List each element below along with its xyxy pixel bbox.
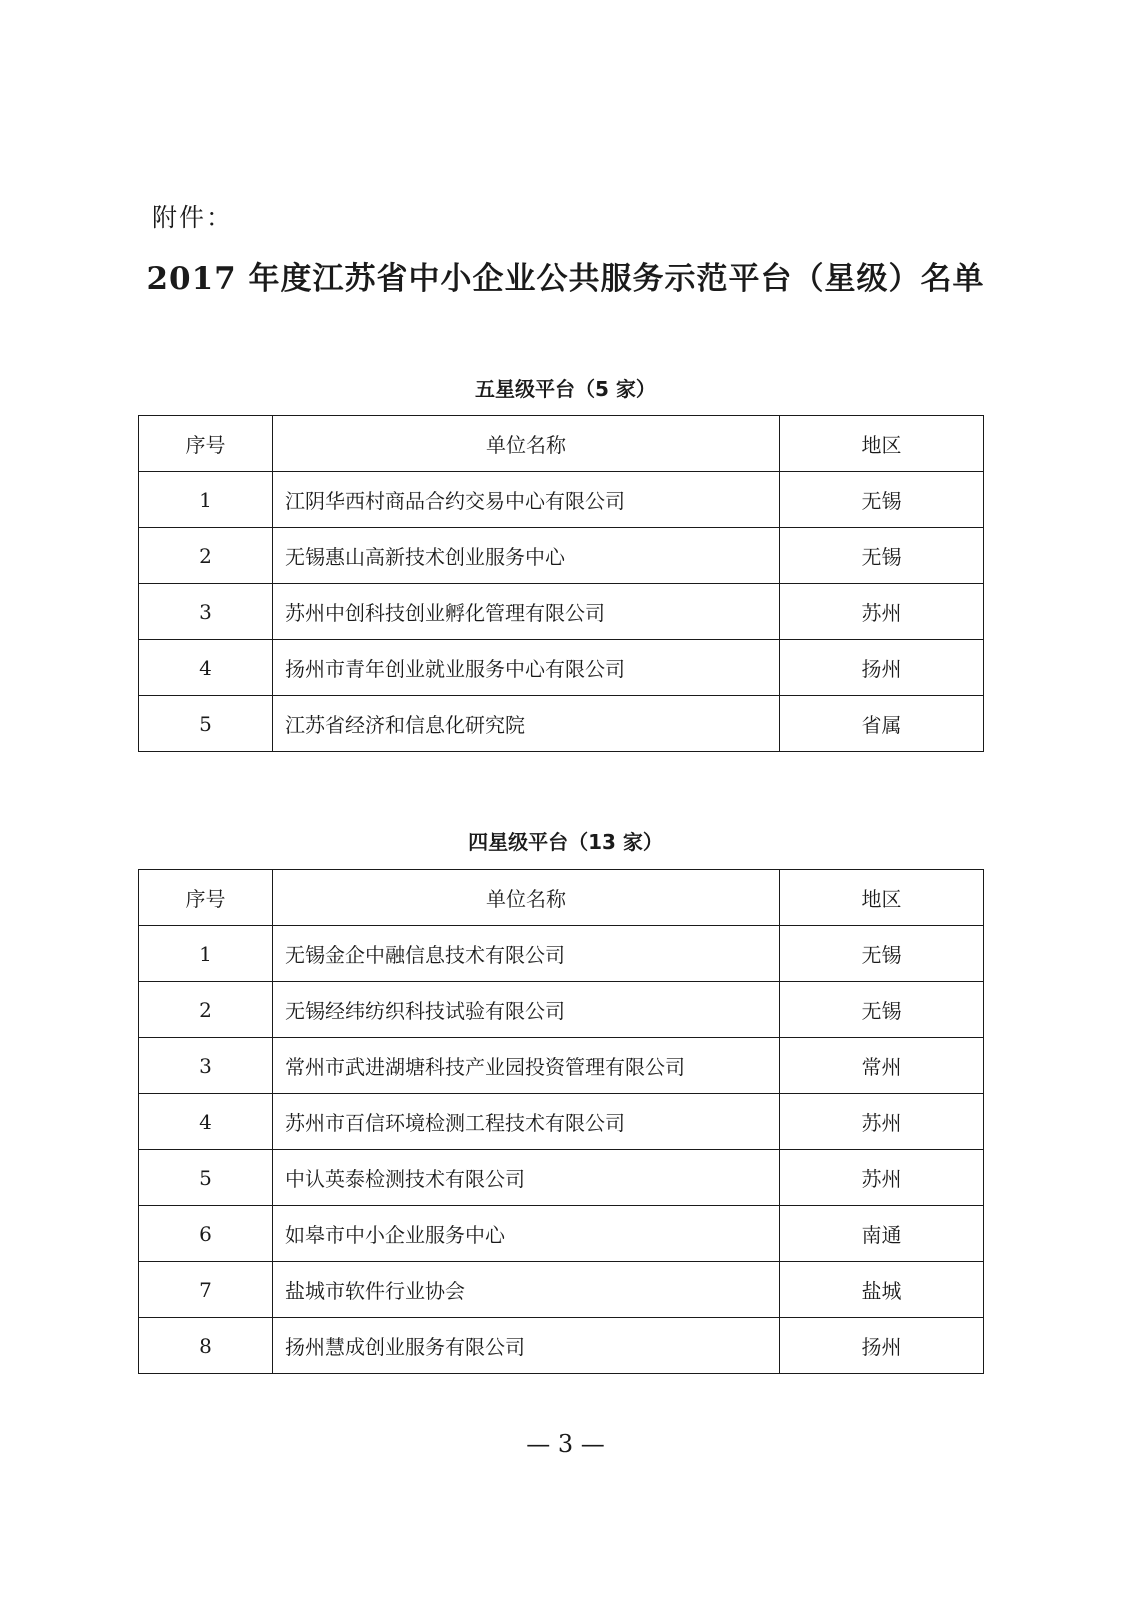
column-header: 地区: [780, 416, 984, 472]
table-row: [139, 926, 984, 982]
region-cell: 无锡: [780, 528, 984, 584]
table-row: [139, 1038, 984, 1094]
table-row: [139, 982, 984, 1038]
unit-name-cell: 扬州市青年创业就业服务中心有限公司: [273, 640, 780, 696]
serial-number-cell: 6: [139, 1206, 273, 1262]
unit-name-cell: 无锡惠山高新技术创业服务中心: [273, 528, 780, 584]
column-header: 单位名称: [273, 416, 780, 472]
serial-number-cell: 4: [139, 640, 273, 696]
region-cell: 无锡: [780, 982, 984, 1038]
table-row: [139, 696, 984, 752]
unit-name-cell: 无锡经纬纺织科技试验有限公司: [273, 982, 780, 1038]
table-header-row: [139, 870, 984, 926]
serial-number-cell: 3: [139, 1038, 273, 1094]
unit-name-cell: 江阴华西村商品合约交易中心有限公司: [273, 472, 780, 528]
serial-number-cell: 2: [139, 528, 273, 584]
unit-name-cell: 扬州慧成创业服务有限公司: [273, 1318, 780, 1374]
region-cell: 苏州: [780, 1094, 984, 1150]
table-row: [139, 584, 984, 640]
four-star-table: [138, 869, 984, 1374]
unit-name-cell: 盐城市软件行业协会: [273, 1262, 780, 1318]
region-cell: 省属: [780, 696, 984, 752]
region-cell: 苏州: [780, 1150, 984, 1206]
region-cell: 扬州: [780, 1318, 984, 1374]
serial-number-cell: 5: [139, 696, 273, 752]
serial-number-cell: 1: [139, 472, 273, 528]
serial-number-cell: 1: [139, 926, 273, 982]
region-cell: 无锡: [780, 472, 984, 528]
unit-name-cell: 苏州市百信环境检测工程技术有限公司: [273, 1094, 780, 1150]
column-header: 地区: [780, 870, 984, 926]
unit-name-cell: 苏州中创科技创业孵化管理有限公司: [273, 584, 780, 640]
unit-name-cell: 无锡金企中融信息技术有限公司: [273, 926, 780, 982]
region-cell: 苏州: [780, 584, 984, 640]
unit-name-cell: 常州市武进湖塘科技产业园投资管理有限公司: [273, 1038, 780, 1094]
serial-number-cell: 2: [139, 982, 273, 1038]
region-cell: 盐城: [780, 1262, 984, 1318]
five-star-table: [138, 415, 984, 752]
serial-number-cell: 8: [139, 1318, 273, 1374]
document-title: 2017 年度江苏省中小企业公共服务示范平台（星级）名单: [146, 261, 985, 297]
region-cell: 扬州: [780, 640, 984, 696]
table-row: [139, 1150, 984, 1206]
table-row: [139, 528, 984, 584]
serial-number-cell: 5: [139, 1150, 273, 1206]
four-star-section-title: 四星级平台（13 家）: [468, 830, 663, 854]
unit-name-cell: 江苏省经济和信息化研究院: [273, 696, 780, 752]
five-star-section-title: 五星级平台（5 家）: [475, 377, 656, 401]
table-row: [139, 1262, 984, 1318]
column-header: 单位名称: [273, 870, 780, 926]
unit-name-cell: 如皋市中小企业服务中心: [273, 1206, 780, 1262]
column-header: 序号: [139, 416, 273, 472]
region-cell: 无锡: [780, 926, 984, 982]
unit-name-cell: 中认英泰检测技术有限公司: [273, 1150, 780, 1206]
attachment-label: 附件：: [152, 203, 234, 232]
serial-number-cell: 7: [139, 1262, 273, 1318]
table-row: [139, 1206, 984, 1262]
page-number: — 3 —: [526, 1430, 605, 1458]
table-row: [139, 640, 984, 696]
table-row: [139, 1094, 984, 1150]
region-cell: 南通: [780, 1206, 984, 1262]
serial-number-cell: 4: [139, 1094, 273, 1150]
region-cell: 常州: [780, 1038, 984, 1094]
table-row: [139, 1318, 984, 1374]
table-header-row: [139, 416, 984, 472]
serial-number-cell: 3: [139, 584, 273, 640]
table-row: [139, 472, 984, 528]
column-header: 序号: [139, 870, 273, 926]
